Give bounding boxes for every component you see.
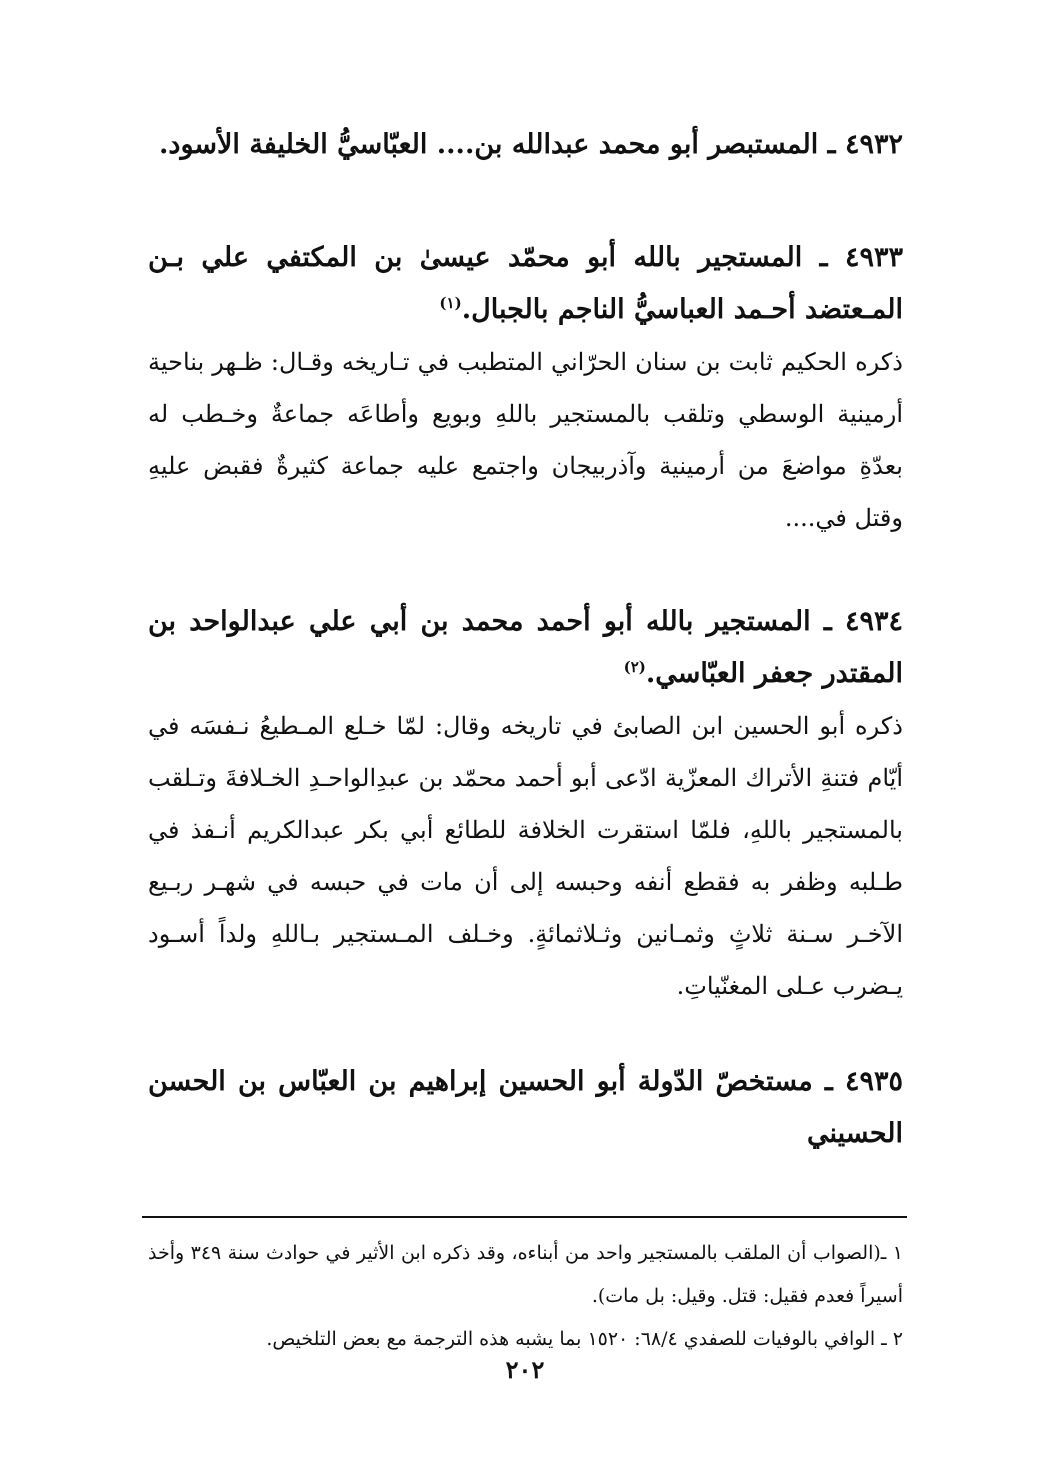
entry-body: ذكره أبو الحسين ابن الصابئ في تاريخه وقال: لمّا خـلع المـطيعُ نـفسَه في أيّام فتنةِ الأتراك المعزّية ادّعى أبو أحمد محمّد بن عبدِالواحـدِ الخـلافةَ وتـلقب بالمستجير باللهِ، فلمّا استقرت الخلافة للطائع أبي بكر عبدالكريم أنـفذ في طـلبه وظفر به فقطع أنفه وحبسه إلى أن مات في حبسه في شهـر ربـيع الآخـر سـنة ثلاثٍ وثمـانين وثـلاثمائةٍ. وخـلف المـستجير بـاللهِ ولداً أسـود يـضرب عـلى المغنّياتِ. [148, 712, 904, 1000]
footnote-ref[interactable]: (١) [439, 294, 462, 312]
entry-body: ذكره الحكيم ثابت بن سنان الحرّاني المتطبب في تـاريخه وقـال: ظـهر بناحية أرمينية الوسطي وتلقب بالمستجير باللهِ وبويع وأطاعَه جماعةٌ وخـطب له بعدّةِ مواضعَ من أرمينية وآذربيجان واجتمع عليه جماعة كثيرةٌ فقبض عليهِ وقتل في.... [148, 348, 903, 532]
entry-heading: ٤٩٣٤ ـ المستجير بالله أبو أحمد محمد بن أبي علي عبدالواحد بن المقتدر جعفر العبّاسي.$^{(٢)}$ [148, 606, 903, 689]
footnote-divider [142, 1216, 907, 1218]
page-number: ٢٠٢ [505, 1355, 545, 1384]
entry-4935 [148, 1056, 903, 1160]
entry-4933 [148, 232, 903, 544]
entry-heading: ٤٩٣٥ ـ مستخصّ الدّولة أبو الحسين إبراهيم بن العبّاس بن الحسن الحسيني [148, 1066, 903, 1149]
footnote-ref[interactable]: (٢) [623, 658, 646, 676]
footnote-2: ٢ ـ الوافي بالوفيات للصفدي ٦٨/٤: ١٥٢٠ بما يشبه هذه الترجمة مع بعض التلخيص. [266, 1328, 903, 1350]
entry-4932 [148, 119, 903, 171]
entry-heading: ٤٩٣٣ ـ المستجير بالله أبو محمّد عيسىٰ بن المكتفي علي بـن المـعتضد أحـمد العباسيُّ الناجم بالجبال.$^{(١)}$ [148, 242, 903, 325]
footnotes [148, 1232, 903, 1361]
footnote-1: ١ ـ(الصواب أن الملقب بالمستجير واحد من أبناءه، وقد ذكره ابن الأثير في حوادث سنة ٣٤٩ وأخذ أسيراً فعدم فقيل: قتل. وقيل: بل مات). [148, 1242, 903, 1307]
entry-heading: ٤٩٣٢ ـ المستبصر أبو محمد عبدالله بن.... العبّاسيُّ الخليفة الأسود. [159, 129, 903, 160]
entry-4934 [148, 596, 903, 1012]
